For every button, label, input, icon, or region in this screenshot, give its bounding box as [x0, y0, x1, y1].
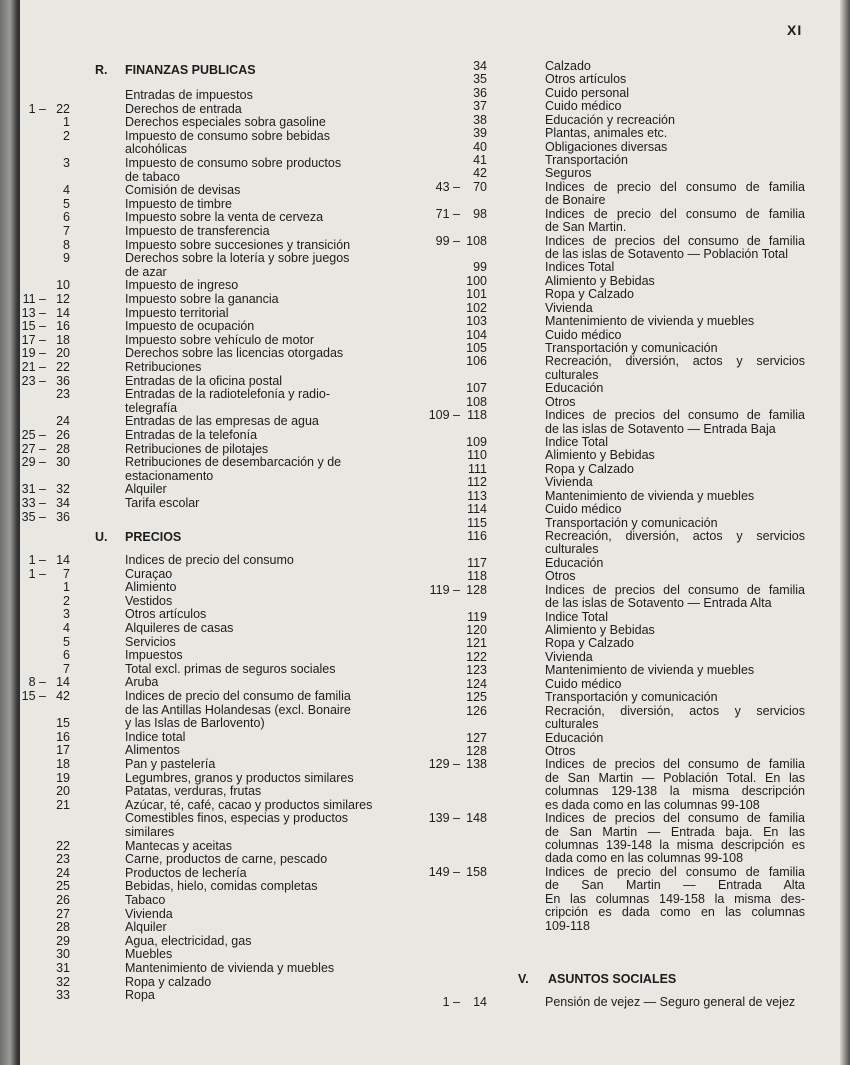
entry-description: Otros	[545, 394, 576, 409]
column-number: 15	[56, 716, 70, 731]
entry-description: Indices de precios del consumo de familia	[545, 582, 805, 597]
entry-description: Vivienda	[545, 475, 593, 490]
entry-description: Azúcar, té, café, cacao y productos similares	[125, 797, 373, 812]
column-number: 17	[56, 743, 70, 758]
column-number: 1	[63, 580, 70, 595]
column-number: 119	[467, 609, 487, 624]
entry-description: Entradas de la radiotelefonía y radio-	[125, 387, 330, 402]
entry-description: Plantas, animales etc.	[545, 126, 668, 141]
column-number: 32	[56, 482, 70, 497]
entry-description: Alimiento	[125, 580, 177, 595]
entry-description: Legumbres, granos y productos similares	[125, 770, 354, 785]
range-start-value: 1	[28, 566, 36, 581]
entry-description: Indices de precio del consumo de familia	[545, 206, 805, 221]
entry-description: Comestibles finos, especias y productos	[125, 811, 349, 826]
range-start-value: 149	[428, 864, 450, 879]
entry-description: Otros artículos	[125, 607, 207, 622]
column-range-start: 109 –	[428, 408, 460, 423]
column-number: 24	[56, 414, 70, 429]
entry-description: de San Martin — Entrada Alta	[545, 878, 805, 893]
column-number: 118	[467, 408, 487, 423]
entry-description: de las islas de Sotavento — Entrada Alta	[545, 596, 772, 611]
entry-description: Derechos especiales sobra gasoline	[125, 115, 326, 130]
entry-description: Alquileres de casas	[125, 621, 234, 635]
column-number: 113	[467, 488, 487, 503]
range-start-value: 27	[21, 441, 36, 456]
column-range-start: 19 –	[21, 346, 46, 361]
column-number: 16	[56, 729, 70, 744]
column-number: 23	[56, 387, 70, 402]
column-number: 114	[467, 502, 487, 517]
range-start-value: 29	[21, 455, 36, 470]
column-number: 70	[473, 179, 487, 194]
entry-description: de las Antillas Holandesas (excl. Bonaire	[125, 702, 351, 717]
entry-description: Calzado	[545, 59, 591, 73]
entry-description: Indices de precios del consumo de familia	[545, 233, 805, 248]
entry-description: Educación y recreación	[545, 112, 675, 127]
entry-description: Impuesto de ingreso	[125, 278, 239, 293]
entry-description: Indices de precio del consumo	[125, 553, 294, 567]
section-letter: V.	[518, 972, 529, 986]
entry-description: Educación	[545, 555, 604, 570]
entry-description: de azar	[125, 264, 167, 279]
entry-description: Pan y pastelería	[125, 757, 216, 771]
column-number: 7	[63, 661, 70, 676]
range-start-value: 31	[21, 482, 36, 497]
entry-description: estacionamento	[125, 468, 214, 483]
entry-description: Recración, diversión, actos y servicios	[545, 703, 805, 718]
entry-description: Ropa y Calzado	[545, 636, 634, 651]
entry-description: Derechos sobre la lotería y sobre juegos	[125, 251, 350, 266]
column-range-start: 25 –	[21, 428, 46, 442]
column-number: 28	[56, 441, 70, 456]
column-number: 116	[467, 529, 487, 544]
column-number: 120	[466, 623, 487, 638]
column-number: 29	[56, 933, 70, 948]
column-range-start: 1 –	[28, 101, 46, 116]
entry-description: culturales	[545, 717, 599, 732]
entry-description: de San Martin — Entrada baja. En las	[545, 824, 805, 839]
column-number: 8	[63, 237, 70, 252]
range-start-value: 99	[435, 233, 450, 248]
entry-description: Cuido médico	[545, 327, 622, 342]
entry-description: Ropa y calzado	[125, 974, 212, 989]
entry-description: Mantenimiento de vivienda y muebles	[545, 488, 755, 503]
entry-description: columnas 129-138 la misma descripción	[545, 784, 805, 799]
column-number: 19	[56, 770, 70, 785]
column-number: 10	[56, 278, 70, 293]
entry-description: de San Martin — Población Total. En las	[545, 770, 805, 785]
entry-description: telegrafía	[125, 400, 178, 415]
page-edge-shadow	[840, 0, 850, 1065]
column-number: 108	[466, 233, 487, 248]
entry-description: Mantecas y aceitas	[125, 838, 232, 853]
entry-description: Comisión de devisas	[125, 183, 241, 198]
column-number: 118	[467, 569, 487, 584]
entry-description: 109-118	[545, 918, 590, 933]
column-number: 20	[56, 784, 70, 799]
column-number: 42	[56, 689, 70, 703]
entry-description: Carne, productos de carne, pescado	[125, 852, 328, 867]
entry-description: Entradas de impuestos	[125, 88, 253, 102]
range-start-value: 8	[28, 675, 36, 690]
section-letter: U.	[95, 530, 108, 544]
column-number: 22	[56, 838, 70, 853]
entry-description: Retribuciones	[125, 360, 202, 374]
column-number: 110	[467, 448, 487, 463]
column-number: 5	[63, 634, 70, 649]
section-letter: R.	[95, 63, 108, 77]
page-number: XI	[787, 22, 803, 38]
entry-description: Impuesto de timbre	[125, 196, 232, 211]
column-number: 14	[56, 305, 70, 320]
column-range-start: 119 –	[429, 582, 460, 597]
entry-description: Aruba	[125, 675, 159, 690]
entry-description: Transportación	[545, 153, 628, 167]
column-number: 103	[466, 314, 487, 329]
column-number: 28	[56, 920, 70, 935]
entry-description: Muebles	[125, 947, 173, 962]
column-number: 31	[56, 961, 70, 975]
column-number: 16	[56, 319, 70, 334]
range-start-value: 13	[21, 305, 36, 320]
column-number: 21	[56, 797, 70, 812]
column-number: 100	[466, 273, 487, 288]
entry-description: Vivienda	[545, 649, 593, 664]
entry-description: Impuesto de consumo sobre productos	[125, 156, 342, 170]
entry-description: Retribuciones de pilotajes	[125, 441, 269, 456]
column-number: 35	[473, 72, 487, 87]
column-number: 26	[56, 893, 70, 907]
range-start-value: 15	[21, 319, 36, 334]
column-range-start: 1 –	[28, 553, 46, 567]
column-number: 98	[473, 206, 487, 221]
range-start-value: 11	[22, 292, 36, 306]
entry-description: Tarifa escolar	[125, 496, 200, 510]
entry-description: y las Islas de Barlovento)	[125, 716, 265, 731]
entry-description: Indices de precio del consumo de familia	[545, 179, 805, 194]
entry-description: Entradas de las empresas de agua	[125, 414, 319, 429]
entry-description: Vestidos	[125, 593, 173, 608]
entry-description: Transportación y comunicación	[545, 515, 718, 530]
entry-description: de Bonaire	[545, 193, 606, 208]
range-start-value: 139	[428, 811, 450, 826]
column-number: 117	[467, 555, 487, 570]
entry-description: Impuesto de consumo sobre bebidas	[125, 128, 330, 143]
column-number: 148	[466, 811, 487, 826]
entry-description: Mantenimiento de vivienda y muebles	[545, 663, 755, 678]
entry-description: Transportación y comunicación	[545, 341, 718, 356]
entry-description: Seguros	[545, 166, 592, 181]
entry-description: Indices de precios del consumo de familia	[545, 757, 805, 772]
column-number: 27	[56, 906, 70, 921]
column-number: 18	[56, 332, 70, 347]
entry-description: Alimentos	[125, 743, 180, 758]
entry-description: Transportación y comunicación	[545, 690, 718, 705]
column-range-start: 13 –	[21, 305, 46, 320]
column-range-start: 71 –	[435, 206, 460, 221]
column-number: 20	[56, 346, 70, 361]
column-number: 127	[466, 730, 487, 745]
column-number: 18	[56, 757, 70, 771]
range-start-value: 71	[435, 206, 450, 221]
entry-description: Educación	[545, 730, 604, 745]
column-range-start: 15 –	[21, 689, 46, 703]
column-range-start: 21 –	[21, 360, 46, 374]
column-number: 125	[466, 690, 487, 705]
column-range-start: 29 –	[21, 455, 46, 470]
entry-description: Indice Total	[545, 609, 609, 624]
column-number: 33	[56, 988, 70, 1003]
column-number: 25	[56, 879, 70, 894]
column-number: 3	[63, 156, 70, 170]
section-title: PRECIOS	[125, 530, 182, 544]
column-range-start: 35 –	[21, 509, 46, 524]
entry-description: Alimiento y Bebidas	[545, 273, 655, 288]
entry-description: Indice total	[125, 729, 186, 744]
entry-description: Obligaciones diversas	[545, 139, 668, 154]
range-start-value: 119	[429, 582, 450, 597]
entry-description: Indices de precio del consumo de familia	[125, 689, 351, 703]
entry-description: culturales	[545, 367, 599, 382]
entry-description: Agua, electricidad, gas	[125, 933, 252, 948]
entry-description: Impuesto sobre la venta de cerveza	[125, 210, 324, 225]
entry-description: Cuido personal	[545, 85, 630, 100]
column-range-start: 99 –	[435, 233, 460, 248]
column-number: 14	[56, 553, 70, 567]
column-number: 115	[467, 515, 487, 530]
entry-description: similares	[125, 825, 175, 839]
range-start-value: 15	[21, 689, 36, 703]
column-range-start: 1 –	[28, 566, 46, 581]
column-number: 4	[63, 621, 70, 635]
entry-description: dada como en las columnas 99-108	[545, 851, 744, 866]
range-start-value: 1	[28, 101, 36, 116]
column-range-start: 27 –	[21, 441, 46, 456]
column-number: 109	[466, 435, 487, 450]
column-number: 6	[63, 648, 70, 663]
entry-description: de las islas de Sotavento — Población Total	[545, 247, 788, 262]
range-start-value: 43	[435, 179, 450, 194]
entry-description: Cuido médico	[545, 502, 622, 517]
column-range-start: 149 –	[428, 864, 460, 879]
column-number: 6	[63, 210, 70, 225]
column-number: 36	[56, 509, 70, 524]
entry-description: culturales	[545, 542, 599, 557]
entry-description: Impuesto sobre succesiones y transición	[125, 237, 351, 252]
column-number: 101	[466, 287, 487, 302]
range-start-value: 17	[21, 332, 36, 347]
entry-description: Ropa y Calzado	[545, 287, 634, 302]
entry-description: Indices de precios del consumo de familia	[545, 811, 805, 826]
column-number: 121	[466, 636, 487, 651]
column-number: 5	[63, 196, 70, 211]
entry-description: Entradas de la telefonía	[125, 428, 258, 442]
entry-description: Derechos de entrada	[125, 101, 242, 116]
column-number: 41	[473, 153, 487, 167]
column-range-start: 8 –	[28, 675, 46, 690]
entry-description: Servicios	[125, 634, 176, 649]
entry-description: Retribuciones de desembarcación y de	[125, 455, 342, 470]
entry-description: de San Martin.	[545, 220, 627, 235]
column-number: 128	[466, 743, 487, 758]
range-start-value: 109	[428, 408, 450, 423]
range-start-value: 33	[21, 496, 36, 510]
column-number: 102	[466, 300, 487, 315]
column-number: 104	[466, 327, 487, 342]
range-start-value: 35	[21, 509, 36, 524]
column-number: 37	[473, 99, 487, 114]
column-number: 22	[56, 101, 70, 116]
entry-description: Ropa	[125, 988, 155, 1003]
entry-description: Otros	[545, 743, 576, 758]
entry-description: de las islas de Sotavento — Entrada Baja	[545, 421, 776, 436]
column-number: 23	[56, 852, 70, 867]
column-number: 36	[56, 373, 70, 388]
column-range-start: 31 –	[21, 482, 46, 497]
entry-description: Otros	[545, 569, 576, 584]
column-number: 158	[466, 864, 487, 879]
entry-description: Alquiler	[125, 482, 167, 497]
entry-description: de tabaco	[125, 169, 180, 184]
column-range-start: 43 –	[435, 179, 460, 194]
column-number: 26	[56, 428, 70, 442]
column-range-start: 15 –	[21, 319, 46, 334]
range-start-value: 1	[442, 995, 450, 1009]
column-range-start: 17 –	[21, 332, 46, 347]
entry-description: Mantenimiento de vivienda y muebles	[125, 961, 335, 975]
section-title: ASUNTOS SOCIALES	[548, 972, 677, 986]
entry-description: Recreación, diversión, actos y servicios	[545, 354, 805, 369]
entry-description: Indice Total	[545, 435, 609, 450]
entry-description: Recreación, diversión, actos y servicios	[545, 529, 805, 544]
column-number: 126	[466, 703, 487, 718]
column-range-start: 139 –	[428, 811, 460, 826]
entry-description: Otros artículos	[545, 72, 627, 87]
entry-description: Mantenimiento de vivienda y muebles	[545, 314, 755, 329]
column-range-start: 129 –	[428, 757, 460, 772]
column-number: 34	[473, 59, 487, 73]
entry-description: Indices de precios del consumo de familia	[545, 408, 805, 423]
entry-description: Alquiler	[125, 920, 167, 935]
entry-description: Alimiento y Bebidas	[545, 448, 655, 463]
column-number: 40	[473, 139, 487, 154]
range-start-value: 19	[21, 346, 36, 361]
column-number: 22	[56, 360, 70, 374]
column-range-start: 33 –	[21, 496, 46, 510]
range-start-value: 21	[21, 360, 36, 374]
entry-description: Entradas de la oficina postal	[125, 373, 283, 388]
column-number: 122	[466, 649, 487, 664]
entry-description: Vivienda	[125, 906, 173, 921]
column-number: 123	[466, 663, 487, 678]
column-number: 108	[466, 394, 487, 409]
column-number: 112	[467, 475, 487, 490]
column-number: 99	[473, 260, 487, 275]
entry-description: Indices de precio del consumo de familia	[545, 864, 805, 879]
column-number: 9	[63, 251, 70, 266]
entry-description: Cuido médico	[545, 676, 622, 691]
column-number: 34	[56, 496, 70, 510]
entry-description: Curaçao	[125, 566, 173, 581]
column-range-start: 1 –	[442, 995, 460, 1009]
range-start-value: 1	[28, 553, 36, 567]
column-number: 4	[63, 183, 70, 198]
column-number: 105	[466, 341, 487, 356]
range-start-value: 23	[21, 373, 36, 388]
entry-description: Tabaco	[125, 893, 166, 907]
entry-description: Total excl. primas de seguros sociales	[125, 661, 336, 676]
column-number: 111	[467, 461, 487, 476]
column-number: 7	[63, 566, 70, 581]
entry-description: cripción es dada como en las columnas	[545, 905, 805, 920]
column-number: 2	[63, 128, 70, 143]
column-number: 1	[63, 115, 70, 130]
column-number: 124	[466, 676, 487, 691]
column-number: 106	[466, 354, 487, 369]
entry-description: Ropa y Calzado	[545, 461, 634, 476]
entry-description: Derechos sobre las licencias otorgadas	[125, 346, 344, 361]
entry-description: Bebidas, hielo, comidas completas	[125, 879, 318, 894]
column-number: 107	[466, 381, 487, 396]
entry-description: En las columnas 149-158 la misma des-	[545, 891, 805, 906]
entry-description: Vivienda	[545, 300, 593, 315]
entry-description: Impuesto sobre la ganancia	[125, 292, 279, 306]
entry-description: alcohólicas	[125, 142, 187, 157]
entry-description: Indices Total	[545, 260, 615, 275]
entry-description: Impuesto territorial	[125, 305, 229, 320]
column-number: 2	[63, 593, 70, 608]
entry-description: Productos de lechería	[125, 865, 247, 880]
entry-description: Pensión de vejez — Seguro general de vejez	[545, 995, 796, 1009]
entry-description: es dada como en las columnas 99-108	[545, 797, 760, 812]
column-number: 36	[473, 85, 487, 100]
entry-description: Cuido médico	[545, 99, 622, 114]
entry-description: Patatas, verduras, frutas	[125, 784, 262, 799]
column-number: 14	[56, 675, 70, 690]
entry-description: Impuestos	[125, 648, 183, 663]
range-start-value: 25	[21, 428, 36, 442]
column-number: 30	[56, 947, 70, 962]
range-start-value: 129	[428, 757, 450, 772]
entry-description: columnas 139-148 la misma descripción es	[545, 837, 805, 852]
column-number: 12	[56, 292, 70, 306]
entry-description: Alimiento y Bebidas	[545, 623, 655, 638]
entry-description: Educación	[545, 381, 604, 396]
column-number: 3	[63, 607, 70, 622]
column-number: 39	[473, 126, 487, 141]
entry-description: Impuesto sobre vehículo de motor	[125, 332, 314, 347]
entry-description: Impuesto de ocupación	[125, 319, 255, 334]
column-number: 24	[56, 865, 70, 880]
entry-description: Impuesto de transferencia	[125, 224, 270, 238]
column-number: 128	[466, 582, 487, 597]
column-number: 138	[466, 757, 487, 772]
column-range-start: 23 –	[21, 373, 46, 388]
column-number: 14	[473, 995, 487, 1009]
column-number: 7	[63, 224, 70, 238]
column-number: 38	[473, 112, 487, 127]
column-range-start: 11 –	[22, 292, 46, 306]
column-number: 42	[473, 166, 487, 181]
section-title: FINANZAS PUBLICAS	[125, 63, 256, 77]
column-number: 32	[56, 974, 70, 989]
column-number: 30	[56, 455, 70, 470]
